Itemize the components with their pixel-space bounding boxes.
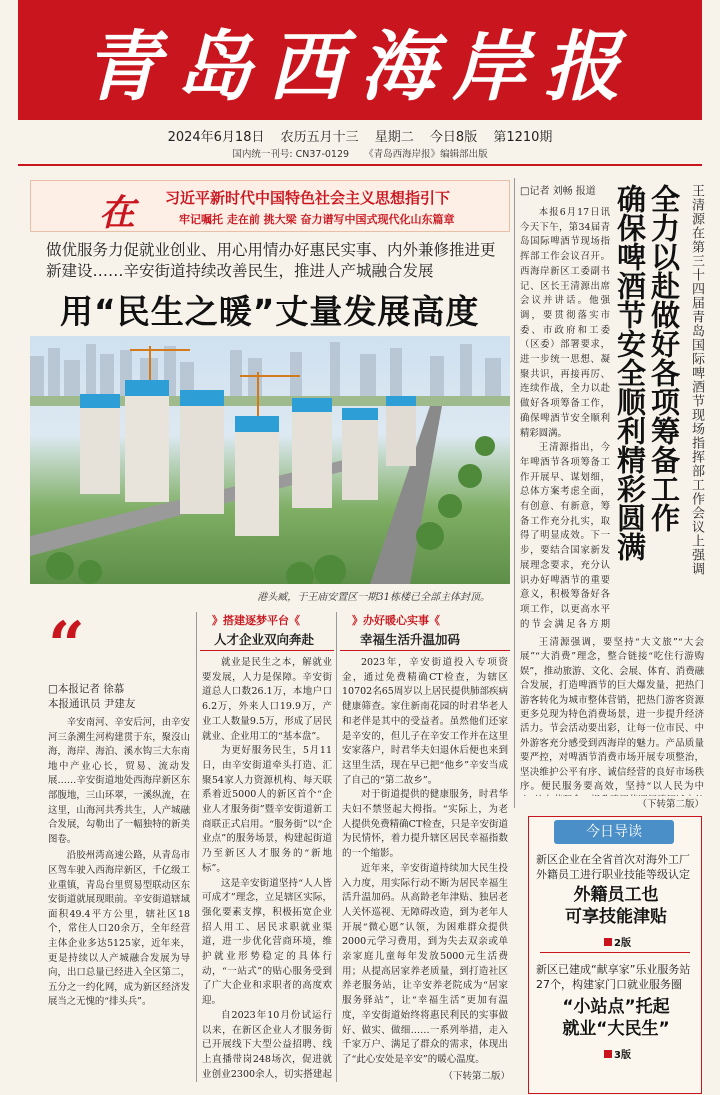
banner-mark: 在 <box>99 192 136 234</box>
section-label-talent: 》搭建逐梦平台《 <box>212 614 300 627</box>
page-label: 3版 <box>614 1050 631 1061</box>
theme-banner <box>30 180 510 232</box>
weekday: 星期二 <box>374 130 414 145</box>
page-label: 2版 <box>614 938 631 949</box>
guide-headline-line: 就业“大民生” <box>562 1019 670 1039</box>
guide-item-intro: 新区已建成“献享家”乐业服务站27个，构建家门口就业服务圈 <box>536 963 691 991</box>
paragraph: 这是辛安街道坚持“人人皆可成才”理念，立足辖区实际，强化要素支撑，积极拓宽企业招人用工、居民求职就业渠道，进一步优化营商环境，维护就业形势稳定的具体行动，“一站式”的贴心服务受到了广大企业和求职者的高度欢迎。 <box>202 877 332 1007</box>
paragraph: 王清源指出，今年啤酒节各项筹备工作开展早、谋划细，总体方案考虑全面，有创意、有新意，筹备工作充分扎实，取得了明显成效。下一步，要结合国家新发展理念要求，充分认识办好啤酒节的重要意义，积极筹备好各项工作，以更高水平的节会满足各方期 <box>520 442 610 630</box>
section-title-talent[interactable]: 人才企业双向奔赴 <box>214 632 315 647</box>
quote-mark: “ <box>48 608 85 683</box>
guide-headline-line: 外籍员工也 <box>573 885 659 905</box>
paragraph: 自2023年10月份试运行以来，在新区企业人才服务街已开展线下大型公益招聘、线上直播带岗248场次，促进就业创业2300余人，切实搭建起 <box>202 1009 332 1080</box>
right-continue-note: （下转第二版） <box>637 799 704 810</box>
paragraph: 就业是民生之本，解就业要发展，人力是保障。辛安街道总人口数26.1万，本地户口6.2万，外来人口19.9万，产业工人数量9.5万，形成了居民就业、企业用工的“基本盘”。 <box>202 657 332 742</box>
guide-divider <box>540 952 690 953</box>
left-byline <box>48 682 135 712</box>
guide-item-intro: 新区企业在全省首次对海外工厂外籍员工进行职业技能等级认定 <box>536 853 690 881</box>
column-three-text <box>342 656 508 1066</box>
section-title-services[interactable]: 幸福生活升温加码 <box>360 632 461 647</box>
right-headline-1[interactable]: 全力以赴做好各项筹备工作 <box>647 184 681 532</box>
dateline <box>0 126 720 145</box>
paragraph: 沿胶州湾高速公路，从青岛市区驾车驶入西海岸新区，千亿级工业重镇，青岛台里贸易型联动区东安街道就展现眼前。辛安街道辖域面积49.4平方公里，辖社区18个，常住人口20余万，全年经营主体企业多达5125家，近年来，更是持续以人产城融合发展为导向，出口总量已经进入全区第二，五分之一约化网，成为新区经济发展当之无愧的“排头兵”。 <box>48 850 190 1008</box>
guide-headline-line: “小站点”托起 <box>562 997 670 1017</box>
paragraph: 辛安南河、辛安后河，由辛安河三条溯生河构建贯于东，聚沒山海，海岸、海泊、溪水钩三大东南地中产业心长，贸易、流动发展……辛安街道地处西海岸新区东部腹地，三山环翠，一溪纵流，在这里，山海河共秀共生，人产城融合发展，勾勒出了一幅独特的新美图卷。 <box>48 717 190 845</box>
section-rule <box>200 650 334 651</box>
section-rule <box>340 650 510 651</box>
right-kicker: 王清源在第三十四届青岛国际啤酒节现场指挥部工作会议上强调 <box>689 184 704 576</box>
page-square-icon <box>604 1050 612 1058</box>
publisher: 《青岛西海岸报》编辑部出版 <box>364 149 488 160</box>
guide-page-ref[interactable] <box>604 934 631 949</box>
right-column-text <box>520 206 610 630</box>
paragraph: 2023年，辛安街道投入专项资金，通过免费精确CT检查，为辖区10702名65周岁以上居民提供肺部疾病健康筛查。家住新南花园的时君华老人和老伴是其中的受益者。虽然他们还家是辛安的，但儿子在辛安工作并在这里安家落户，时君华夫妇退休后便也来到这里生活，现在早已把“他乡”辛安当成了自己的“第二故乡”。 <box>342 657 508 786</box>
serial-number: 国内统一刊号: CN37-0129 <box>232 149 350 160</box>
page-square-icon <box>604 938 612 946</box>
section-label-services: 》办好暖心实事《 <box>352 614 440 627</box>
paragraph: 本报6月17日讯 今天下午，第34届青岛国际啤酒节现场指挥部工作会议召开。西海岸新区工委副书记、区长王清源出席会议并讲话。他强调，要贯彻落实市委、市政府和工委（区委）部署要求，进一步统一思想、凝聚共识，再接再厉、连续作战，全力以赴做好各项筹备工作，确保啤酒节安全顺利精彩圆满。 <box>520 207 610 439</box>
right-headline-2[interactable]: 确保啤酒节安全顺利精彩圆满 <box>613 184 647 561</box>
banner-title: 习近平新时代中国特色社会主义思想指引下 <box>165 189 451 207</box>
paragraph: 王清源强调，要坚持“大文旅”“大会展”“大消费”理念，整合链接“吃住行游购娱”，推动旅游、文化、会展、体育、消费融合发展，打造啤酒节的巨大爆发量，把热门游客转化为城市整体营销，把热门游客资源更多兑现为特色消费场景，进一步提升经济活力。节会活动要出彩，让每一位市民、中外游客充分感受到西海岸的魅力。产品质量要严控，对啤酒节消费市场开展专项整治，坚决维护公平有序、诚信经营的良好市场秩序。便民服务要高效，坚持“以人民为中 <box>520 637 704 793</box>
issue-number: 第1210期 <box>493 130 553 145</box>
right-wide-text <box>520 636 704 796</box>
continue-note: （下转第二版） <box>443 1071 510 1082</box>
paragraph: 为更好服务民生，5月11日，由辛安街道牵头打造、汇聚54家人力资源机构、每天联系着近5000人的新区首个“企业人才服务街”暨辛安街道新工商联正式启用。“服务街”以“企业点”的服务场景，构建起街道乃至新区人才服务的“新地标”。 <box>202 745 332 874</box>
guide-headline-line: 可享技能津贴 <box>565 907 667 927</box>
construction-site-image <box>30 336 510 584</box>
left-column-text <box>48 716 190 1012</box>
column-two-text <box>202 656 332 1082</box>
guide-page-ref[interactable] <box>604 1046 631 1061</box>
lunar-date: 农历五月十三 <box>280 130 359 145</box>
paragraph: 对于街道提供的健康服务，时君华夫妇不禁竖起大拇指。“实际上，为老人提供免费精确CT检查，只是辛安街道为民情怀，着力提升辖区居民幸福指数的一个缩影。 <box>342 789 508 860</box>
guide-item-headline[interactable] <box>536 884 696 928</box>
photo-caption: 港头臧，于王庙安置区一期31栋楼已全部主体封顶。 <box>257 592 490 603</box>
column-divider <box>514 178 515 808</box>
reporter: □本报记者 徐慕 <box>48 683 125 695</box>
date: 2024年6月18日 <box>167 130 265 145</box>
guide-item-headline[interactable] <box>536 996 696 1040</box>
paragraph: 近年来，辛安街道持续加大民生投入力度，用实际行动不断为居民幸福生活升温加码。从高龄老年津贴、独居老人关怀巡视、无障碍改造，到为老年人开展“微心愿”认领，为困难群众提供2000元学习费用，到为失去双亲或单亲家庭儿童每年发放5000元生活费用；从提高居家养老质量，到打造社区养老服务站，让辛安养老院成为“居家服务驿站”，让“幸福生活”更加有温度，辛安街道始终将惠民利民的实事做好、做实、做细……一系列举措，走入千家万户、满足了群众的需求，体现出了“此心安处是辛安”的暖心温度。 <box>342 862 508 1065</box>
column-divider <box>336 612 337 1082</box>
correspondent: 本报通讯员 尹建友 <box>48 698 136 710</box>
page-count: 今日8版 <box>429 130 478 145</box>
lead-photo <box>30 336 510 584</box>
today-guide-tab[interactable]: 今日导读 <box>554 820 674 844</box>
masthead-rule <box>18 164 702 166</box>
lead-intro: 做优服务力促就业创业、用心用情办好惠民实事、内外兼修推进更新建设……辛安街道持续改善民生，推进人产城融合发展 <box>46 241 496 280</box>
lead-headline[interactable]: 用“民生之暖”丈量发展高度 <box>60 292 480 331</box>
column-divider <box>196 612 197 1082</box>
publication-info <box>0 146 720 160</box>
masthead <box>18 0 702 120</box>
banner-subtitle: 牢记嘱托 走在前 挑大梁 奋力谱写中国式现代化山东篇章 <box>179 213 455 226</box>
newspaper-title: 青岛西海岸报 <box>84 21 636 111</box>
right-byline: □记者 刘畅 报道 <box>520 186 596 197</box>
